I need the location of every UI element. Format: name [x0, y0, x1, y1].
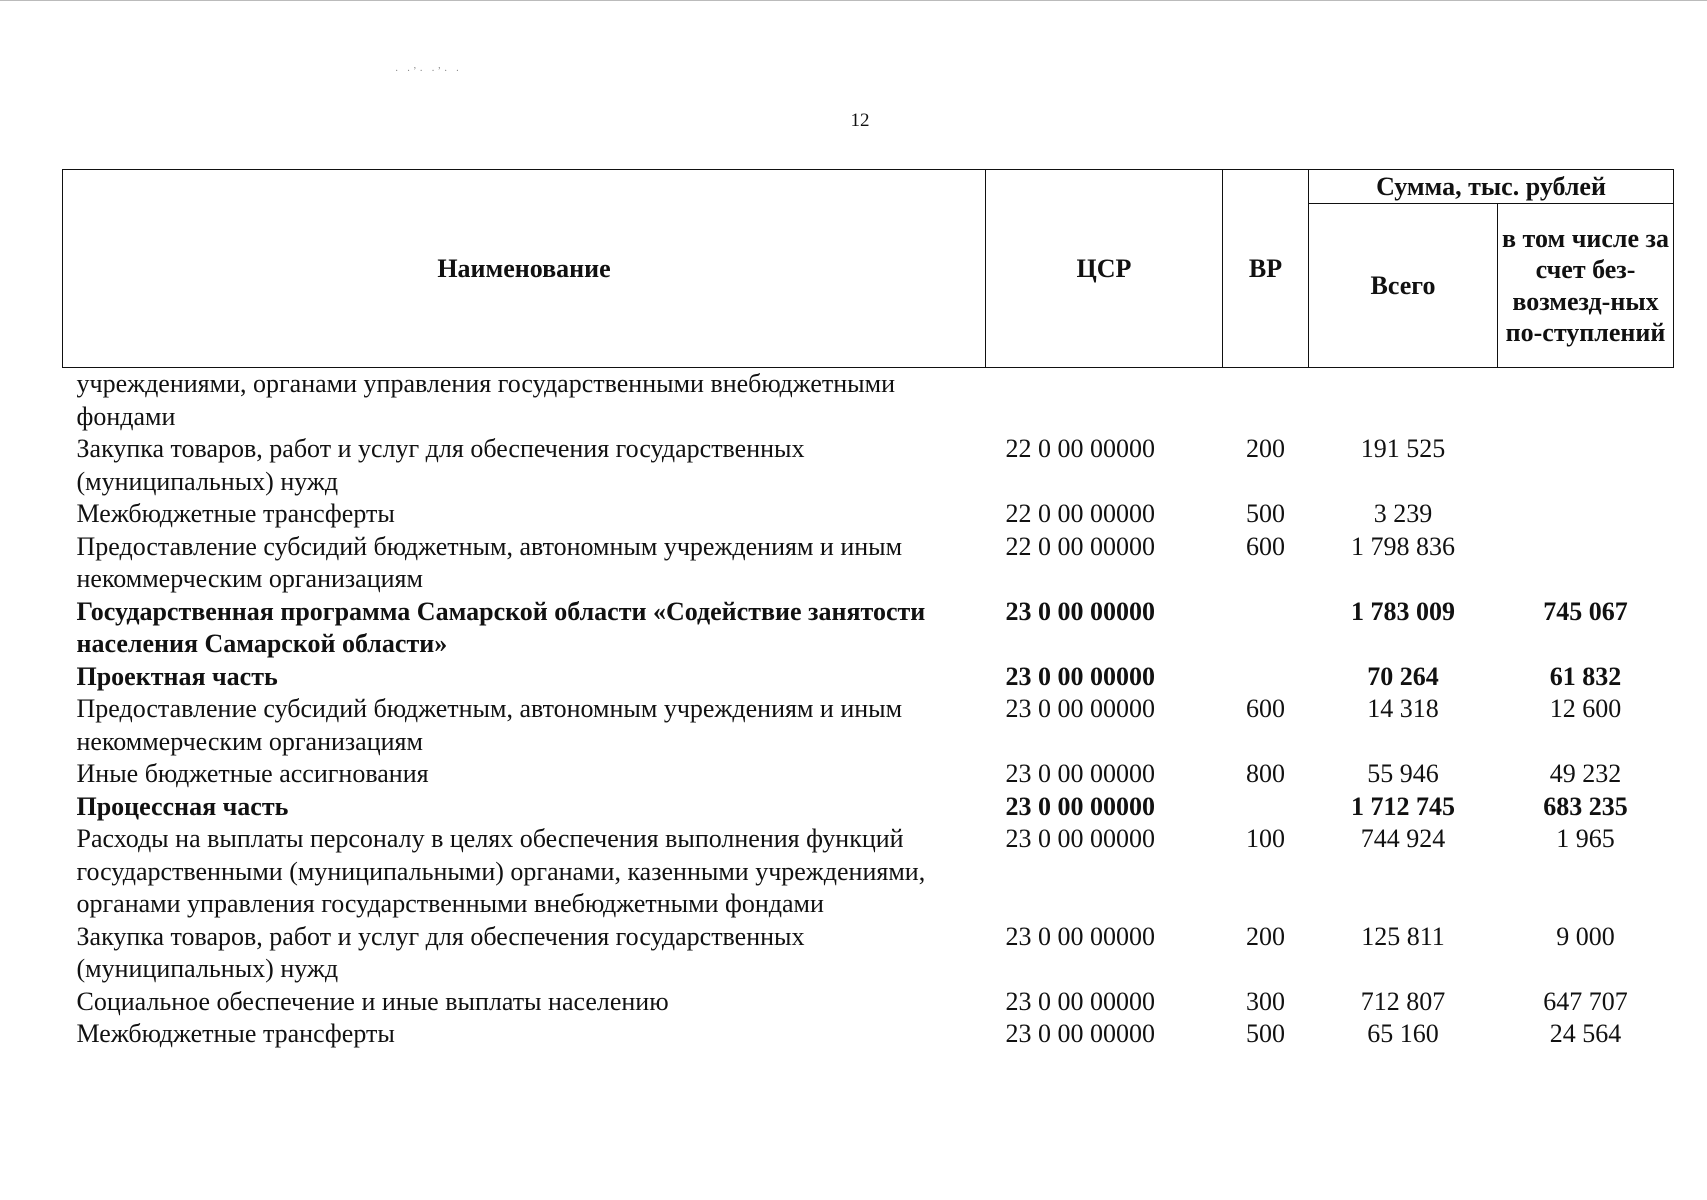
cell-free: 1 965: [1556, 824, 1615, 853]
cell-vr: 500: [1246, 499, 1285, 528]
header-sum-group: Сумма, тыс. рублей: [1309, 170, 1674, 204]
cell-free: 61 832: [1549, 661, 1622, 691]
cell-csr: 23 0 00 00000: [1005, 694, 1155, 723]
cell-vr: [1223, 791, 1309, 824]
table-row: [63, 823, 1674, 921]
page-number: 12: [850, 110, 870, 131]
cell-vr: [1223, 661, 1309, 694]
cell-free: 24 564: [1549, 1019, 1622, 1048]
cell-total: [1309, 368, 1498, 434]
table-row: [63, 661, 1674, 694]
cell-name: Проектная часть: [76, 661, 278, 691]
cell-name: Предоставление субсидий бюджетным, автономным учреждениям и иным некоммерческим организациям: [76, 694, 903, 756]
cell-vr: 500: [1246, 1019, 1285, 1048]
cell-vr: 100: [1246, 824, 1285, 853]
cell-name: Расходы на выплаты персоналу в целях обеспечения выполнения функций государственными (муниципальными) органами, казенными учреждениями, органами управления государственными внебюджетными фондами: [76, 824, 926, 918]
cell-total: 125 811: [1361, 921, 1445, 951]
cell-csr: 22 0 00 00000: [1005, 499, 1155, 528]
cell-csr: [986, 368, 1223, 434]
table-row: [63, 368, 1674, 434]
cell-free: 9 000: [1556, 921, 1615, 951]
cell-csr: 22 0 00 00000: [1005, 531, 1155, 561]
table-row: [63, 433, 1674, 498]
cell-name: учреждениями, органами управления государственными внебюджетными фондами: [76, 369, 896, 431]
table-row: [63, 596, 1674, 661]
cell-total: 1 783 009: [1351, 596, 1455, 626]
cell-free: [1498, 498, 1674, 531]
cell-total: 712 807: [1360, 986, 1446, 1016]
cell-total: 14 318: [1367, 694, 1439, 723]
cell-name: Предоставление субсидий бюджетным, автономным учреждениям и иным некоммерческим организациям: [76, 531, 903, 593]
cell-vr: [1223, 368, 1309, 434]
table-row: [63, 758, 1674, 791]
cell-total: 1 712 745: [1351, 791, 1455, 821]
cell-free: 49 232: [1549, 759, 1622, 788]
cell-vr: 600: [1246, 694, 1285, 723]
table-row: [63, 1018, 1674, 1051]
scan-artifact: · ·ʼ· ·ʼ· ·: [395, 66, 463, 77]
cell-free: 647 707: [1543, 986, 1628, 1016]
table-body: [63, 368, 1674, 1051]
header-csr: ЦСР: [986, 170, 1223, 368]
scan-top-edge: [0, 0, 1707, 1]
header-free: в том числе за счет без-возмезд-ных по-ступлений: [1498, 204, 1674, 368]
cell-vr: 300: [1246, 986, 1285, 1016]
cell-total: 55 946: [1367, 759, 1439, 788]
cell-vr: 200: [1246, 921, 1285, 951]
cell-name: Государственная программа Самарской области «Содействие занятости населения Самарской области»: [76, 596, 926, 658]
cell-csr: 23 0 00 00000: [1005, 921, 1155, 951]
table-row: [63, 693, 1674, 758]
cell-total: 3 239: [1373, 499, 1433, 528]
header-total: Всего: [1309, 204, 1498, 368]
cell-name: Процессная часть: [76, 791, 289, 821]
cell-name: Закупка товаров, работ и услуг для обеспечения государственных (муниципальных) нужд: [76, 434, 805, 496]
cell-free: [1498, 368, 1674, 434]
cell-name: Межбюджетные трансферты: [76, 1019, 395, 1048]
cell-free: [1498, 433, 1674, 498]
cell-vr: [1223, 596, 1309, 661]
cell-name: Иные бюджетные ассигнования: [76, 759, 429, 788]
budget-table: [62, 169, 1674, 1051]
table-row: [63, 921, 1674, 986]
cell-csr: 23 0 00 00000: [1005, 1019, 1155, 1048]
cell-csr: 22 0 00 00000: [1005, 434, 1155, 463]
header-vr: ВР: [1223, 170, 1309, 368]
table-row: [63, 791, 1674, 824]
cell-free: 683 235: [1543, 791, 1628, 821]
cell-total: 65 160: [1367, 1019, 1439, 1048]
cell-csr: 23 0 00 00000: [1005, 824, 1155, 853]
cell-name: Межбюджетные трансферты: [76, 499, 395, 528]
cell-csr: 23 0 00 00000: [1005, 791, 1155, 821]
cell-free: 745 067: [1543, 596, 1628, 626]
table-header: [63, 170, 1674, 368]
cell-vr: 200: [1246, 434, 1285, 463]
cell-free: [1498, 531, 1674, 596]
cell-csr: 23 0 00 00000: [1005, 986, 1155, 1016]
cell-free: 12 600: [1549, 694, 1622, 723]
cell-vr: 600: [1246, 531, 1285, 561]
cell-name: Социальное обеспечение и иные выплаты населению: [76, 986, 669, 1016]
cell-csr: 23 0 00 00000: [1005, 596, 1155, 626]
cell-csr: 23 0 00 00000: [1005, 759, 1155, 788]
table-row: [63, 498, 1674, 531]
cell-total: 191 525: [1360, 434, 1446, 463]
table-row: [63, 531, 1674, 596]
cell-total: 744 924: [1360, 824, 1446, 853]
cell-total: 1 798 836: [1351, 531, 1455, 561]
cell-csr: 23 0 00 00000: [1005, 661, 1155, 691]
cell-name: Закупка товаров, работ и услуг для обеспечения государственных (муниципальных) нужд: [76, 921, 805, 983]
table-row: [63, 986, 1674, 1019]
cell-total: 70 264: [1367, 661, 1439, 691]
cell-vr: 800: [1246, 759, 1285, 788]
header-name: Наименование: [63, 170, 986, 368]
